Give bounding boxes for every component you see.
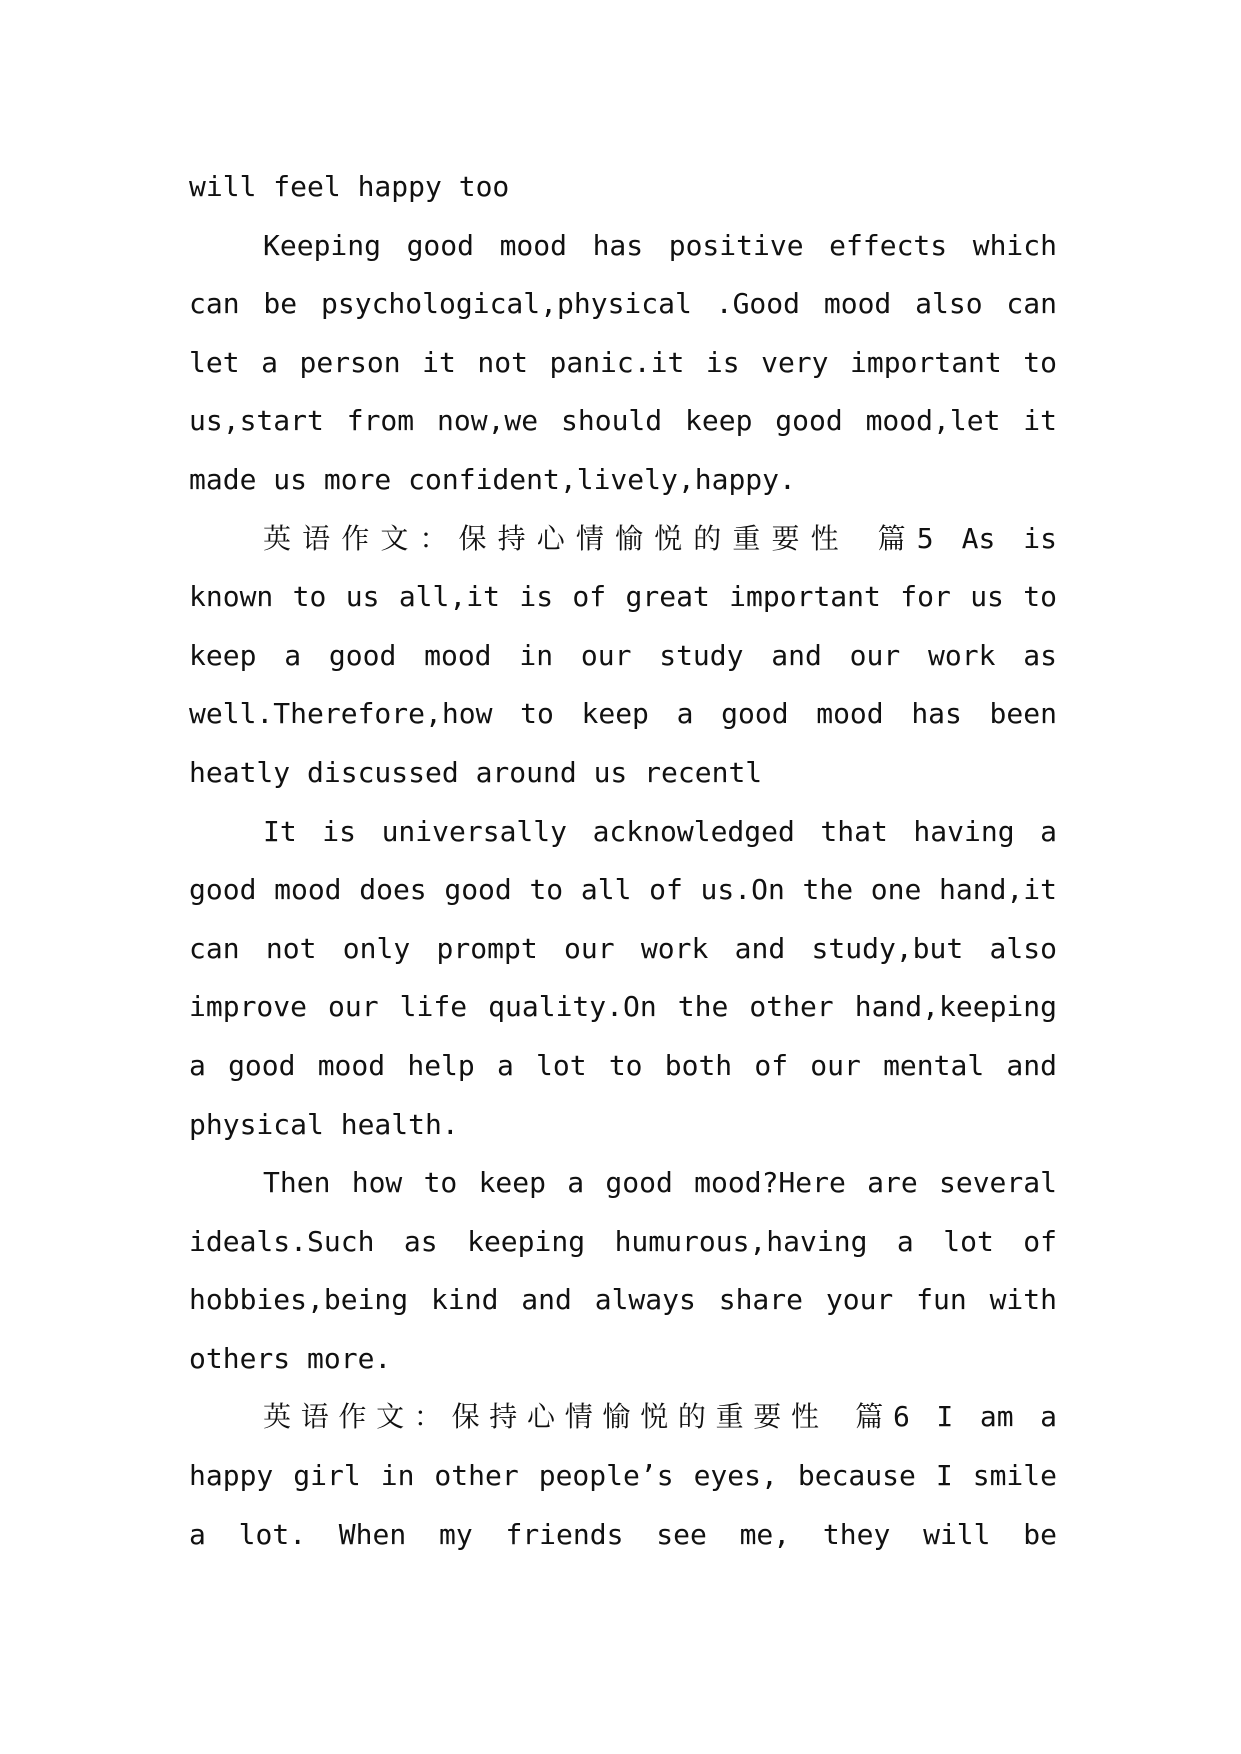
document-body: [189, 158, 1057, 1564]
text-line: improve our life quality.On the other hand,keeping: [189, 990, 1057, 1024]
section-heading-line: 英语作文：保持心情愉悦的重要性 篇6 I am a: [263, 1400, 1057, 1434]
text-line: heatly discussed around us recentl: [189, 755, 763, 789]
text-line: physical health.: [189, 1107, 459, 1141]
text-line: can not only prompt our work and study,but also: [189, 931, 1057, 965]
text-line: let a person it not panic.it is very important to: [189, 345, 1057, 379]
text-line: happy girl in other people’s eyes, because I smile: [189, 1459, 1057, 1493]
text-line: good mood does good to all of us.On the one hand,it: [189, 873, 1057, 907]
section-heading-line: 英语作文：保持心情愉悦的重要性 篇5 As is: [263, 521, 1057, 555]
text-line: made us more confident,lively,happy.: [189, 462, 796, 496]
text-line: It is universally acknowledged that having a: [263, 814, 1057, 848]
text-line: known to us all,it is of great important for us to: [189, 580, 1057, 614]
text-line: ideals.Such as keeping humurous,having a lot of: [189, 1224, 1057, 1258]
text-line: others more.: [189, 1341, 392, 1375]
text-line: well.Therefore,how to keep a good mood has been: [189, 697, 1057, 731]
text-line: a lot. When my friends see me, they will be: [189, 1517, 1057, 1551]
text-line: Then how to keep a good mood?Here are several: [263, 1166, 1057, 1200]
text-line: Keeping good mood has positive effects which: [263, 228, 1057, 262]
text-line: keep a good mood in our study and our work as: [189, 638, 1057, 672]
text-line: can be psychological,physical .Good mood also can: [189, 287, 1057, 321]
text-line: hobbies,being kind and always share your fun with: [189, 1283, 1057, 1317]
text-line: will feel happy too: [189, 170, 510, 203]
text-line: a good mood help a lot to both of our mental and: [189, 1048, 1057, 1082]
text-line: us,start from now,we should keep good mood,let it: [189, 404, 1057, 438]
